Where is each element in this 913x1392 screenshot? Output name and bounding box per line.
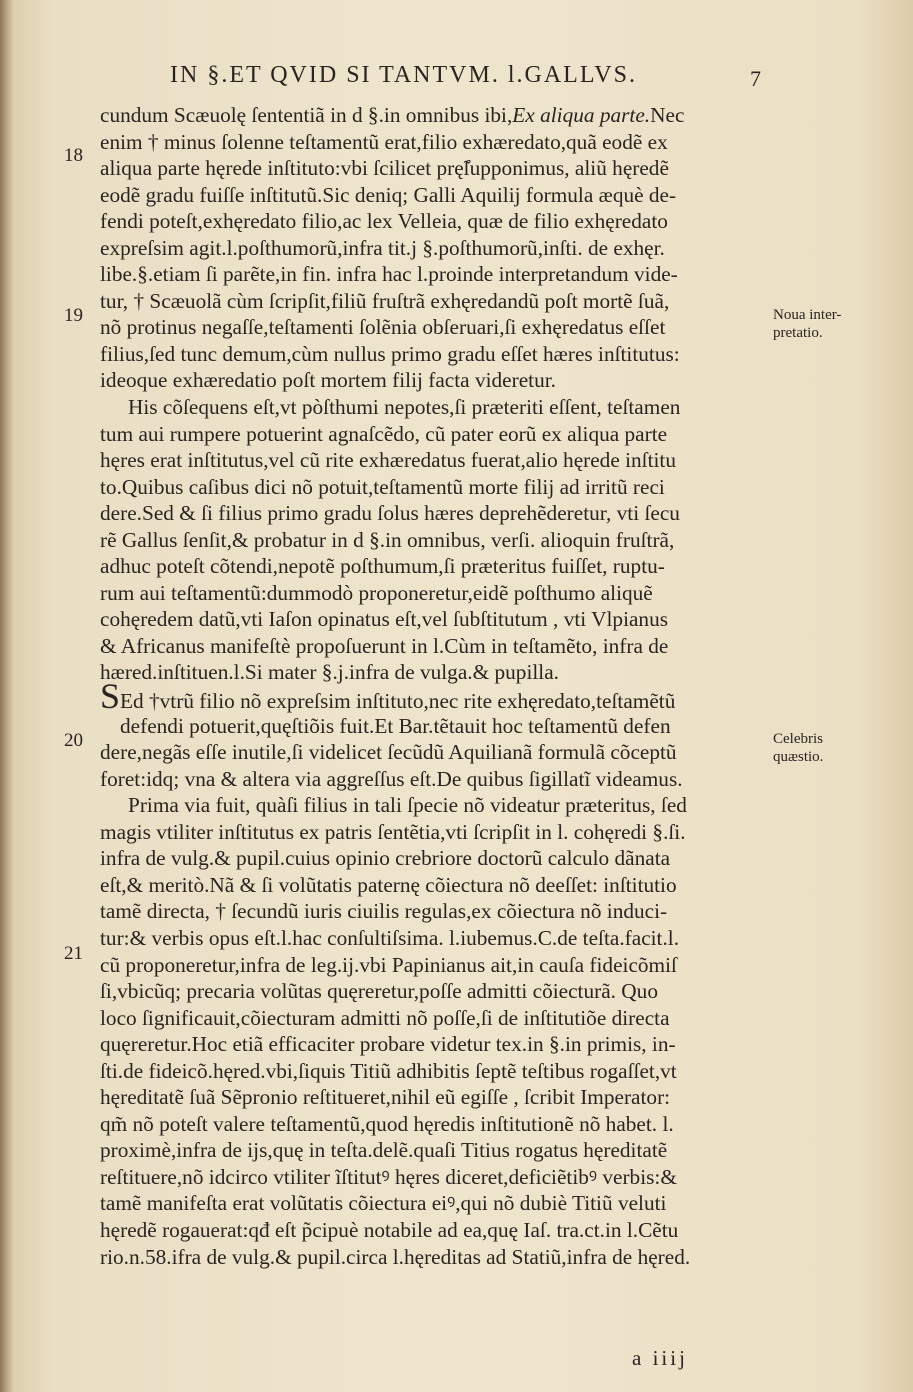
text-line-main: Ed †vtrũ filio nõ expreſsim inſtituto,nec rite exhęredato,teſtamẽtũ bbox=[120, 689, 676, 714]
text-line: adhuc poteſt cõtendi,nepotẽ poſthumum,ſi præteritus fuiſſet, ruptu- bbox=[100, 554, 665, 579]
text-line-tail: Nec bbox=[650, 103, 685, 127]
text-line: expreſsim agit.l.poſthumorũ,infra tit.j §.poſthumorũ,inſti. de exhęr. bbox=[100, 235, 665, 260]
text-line: qm̃ nõ poteſt valere teſtamentũ,quod hęredis inſtitutionẽ nõ habet. l. bbox=[100, 1111, 674, 1136]
marginal-note-noua-interpretatio bbox=[773, 306, 841, 342]
text-line: defendi potuerit,quęſtiõis fuit.Et Bar.tẽtauit hoc teſtamentũ defen bbox=[120, 713, 671, 738]
text-line: eodẽ gradu fuiſſe inſtitutũ.Sic deniq; Galli Aquilij formula æquè de- bbox=[100, 182, 677, 207]
text-line: rum aui teſtamentũ:dummodò proponeretur,eidẽ poſthumo aliquẽ bbox=[100, 580, 653, 605]
text-line: dere,negãs eſſe inutile,ſi videlicet ſecũdũ Aquilianã formulã cõceptũ bbox=[100, 740, 677, 765]
text-line: aliqua parte hęrede inſtituto:vbi ſcilicet prę̃ſupponimus, aliũ hęredẽ bbox=[100, 156, 669, 181]
binding-gutter bbox=[0, 0, 14, 1392]
text-line: loco ſignificauit,cõiecturam admitti nõ poſſe,ſi de inſtitutiõe directa bbox=[100, 1005, 670, 1030]
text-line: eſt,& meritò.Nã & ſi volũtatis paternę cõiectura nõ deeſſet: inſtitutio bbox=[100, 872, 677, 897]
text-line: & Africanus manifeſtè propoſuerunt in l.Cùm in teſtamẽto, infra de bbox=[100, 633, 669, 658]
text-line: hęres erat inſtitutus,vel cũ rite exhæredatus fuerat,alio hęrede inſtitu bbox=[100, 448, 676, 473]
line-number-18: 18 bbox=[64, 145, 83, 166]
text-line: rio.n.58.ifra de vulg.& pupil.circa l.hęreditas ad Statiũ,infra de hęred. bbox=[100, 1244, 691, 1269]
text-line: ideoque exhæredatio poſt mortem filij facta videretur. bbox=[100, 368, 556, 393]
running-title: IN §.ET QVID SI TANTVM. l.GALLVS. bbox=[170, 62, 637, 88]
text-line: His cõſequens eſt,vt pòſthumi nepotes,ſi præteriti eſſent, teſtamen bbox=[128, 395, 681, 420]
text-line bbox=[100, 676, 768, 717]
text-line: cohęredem datũ,vti Iaſon opinatus eſt,vel ſubſtitutum , vti Vlpianus bbox=[100, 607, 669, 632]
text-line: to.Quibus caſibus dici nõ potuit,teſtamentũ morte filij ad irritũ reci bbox=[100, 474, 665, 499]
text-line: tur:& verbis opus eſt.l.hac conſultiſsima. l.iubemus.C.de teſta.facit.l. bbox=[100, 925, 680, 950]
marginal-note-line: quæstio. bbox=[773, 749, 824, 765]
text-line: hęreditatẽ ſuã Sẽpronio reſtitueret,nihil eũ egiſſe , ſcribit Imperator: bbox=[100, 1085, 671, 1110]
text-block bbox=[100, 102, 768, 1297]
text-line: magis vtiliter inſtitutus ex patris ſentẽtia,vti ſcripſit in l. cohęredi §.ſi. bbox=[100, 819, 686, 844]
text-line: ſti.de fideicõ.hęred.vbi,ſiquis Titiũ adhibitis ſeptẽ teſtibus rogaſſet,vt bbox=[100, 1058, 677, 1083]
text-line: nõ protinus negaſſe,teſtamenti ſolẽnia obſeruari,ſi exhęredatus eſſet bbox=[100, 315, 666, 340]
line-number-21: 21 bbox=[64, 943, 83, 964]
text-line: filius,ſed tunc demum,cùm nullus primo gradu eſſet hæres inſtitutus: bbox=[100, 341, 680, 366]
page-number: 7 bbox=[750, 66, 761, 91]
text-line: tur, † Scæuolã cùm ſcripſit,filiũ fruſtrã exhęredandũ poſt mortẽ ſuã, bbox=[100, 288, 670, 313]
text-line: proximè,infra de ijs,quę in teſta.delẽ.quaſi Titius rogatus hęreditatẽ bbox=[100, 1138, 668, 1163]
text-line: ſi,vbicũq; precaria volũtas quęreretur,poſſe admitti cõiecturã. Quo bbox=[100, 979, 658, 1004]
text-line: dere.Sed & ſi filius primo gradu ſolus hæres deprehẽderetur, vti ſecu bbox=[100, 501, 680, 526]
marginal-note-line: Noua inter- bbox=[773, 307, 842, 323]
text-line-main: cundum Scæuolę ſententiã in d §.in omnibus ibi, bbox=[100, 103, 513, 127]
text-line: enim † minus ſolenne teſtamentũ erat,filio exhæredato,quã eodẽ ex bbox=[100, 129, 668, 154]
signature-mark: a iiij bbox=[632, 1346, 688, 1370]
text-line: infra de vulg.& pupil.cuius opinio crebriore doctorũ calculo dãnata bbox=[100, 846, 671, 871]
text-line: rẽ Gallus ſenſit,& probatur in d §.in omnibus, verſi. alioquin fruſtrã, bbox=[100, 527, 675, 552]
marginal-note-celebris-quaestio bbox=[773, 730, 823, 766]
text-line: cũ proponeretur,infra de leg.ij.vbi Papinianus ait,in cauſa fideicõmiſ bbox=[100, 952, 677, 977]
text-line: hæred.inſtituen.l.Si mater §.j.infra de vulga.& pupilla. bbox=[100, 660, 559, 685]
drop-cap: S bbox=[100, 676, 121, 717]
text-line: tamẽ directa, † ſecundũ iuris ciuilis regulas,ex cõiectura nõ induci- bbox=[100, 899, 668, 924]
text-line: foret:idq; vna & altera via aggreſſus eſt.De quibus ſigillatĩ videamus. bbox=[100, 766, 683, 791]
line-number-19: 19 bbox=[64, 305, 83, 326]
running-header bbox=[170, 62, 770, 89]
text-line: quęreretur.Hoc etiã efficaciter probare videtur tex.in §.in primis, in- bbox=[100, 1032, 676, 1057]
marginal-note-line: Celebris bbox=[773, 731, 823, 747]
text-line: fendi poteſt,exhęredato filio,ac lex Velleia, quæ de filio exhęredato bbox=[100, 209, 668, 234]
text-line: tamẽ manifeſta erat volũtatis cõiectura eiꝰ,qui nõ dubiè Titiũ veluti bbox=[100, 1191, 667, 1216]
line-number-20: 20 bbox=[64, 730, 83, 751]
text-line: reſtituere,nõ idcirco vtiliter ĩſtitutꝰ hęres diceret,deficiẽtibꝰ verbis:& bbox=[100, 1164, 677, 1189]
text-line bbox=[100, 102, 768, 129]
text-line: hęredẽ rogauerat:qđ eſt p̃cipuè notabile ad ea,quę Iaſ. tra.ct.in l.Cẽtu bbox=[100, 1217, 679, 1242]
italic-phrase: Ex aliqua parte. bbox=[512, 103, 651, 127]
marginal-note-line: pretatio. bbox=[773, 325, 823, 341]
text-line: libe.§.etiam ſi parẽte,in fin. infra hac l.proinde interpretandum vide- bbox=[100, 262, 678, 287]
text-line: tum aui rumpere potuerint agnaſcẽdo, cũ pater eorũ ex aliqua parte bbox=[100, 421, 668, 446]
text-line bbox=[100, 1270, 768, 1297]
text-line: Prima via fuit, quàſi filius in tali ſpecie nõ videatur præteritus, ſed bbox=[128, 793, 687, 818]
